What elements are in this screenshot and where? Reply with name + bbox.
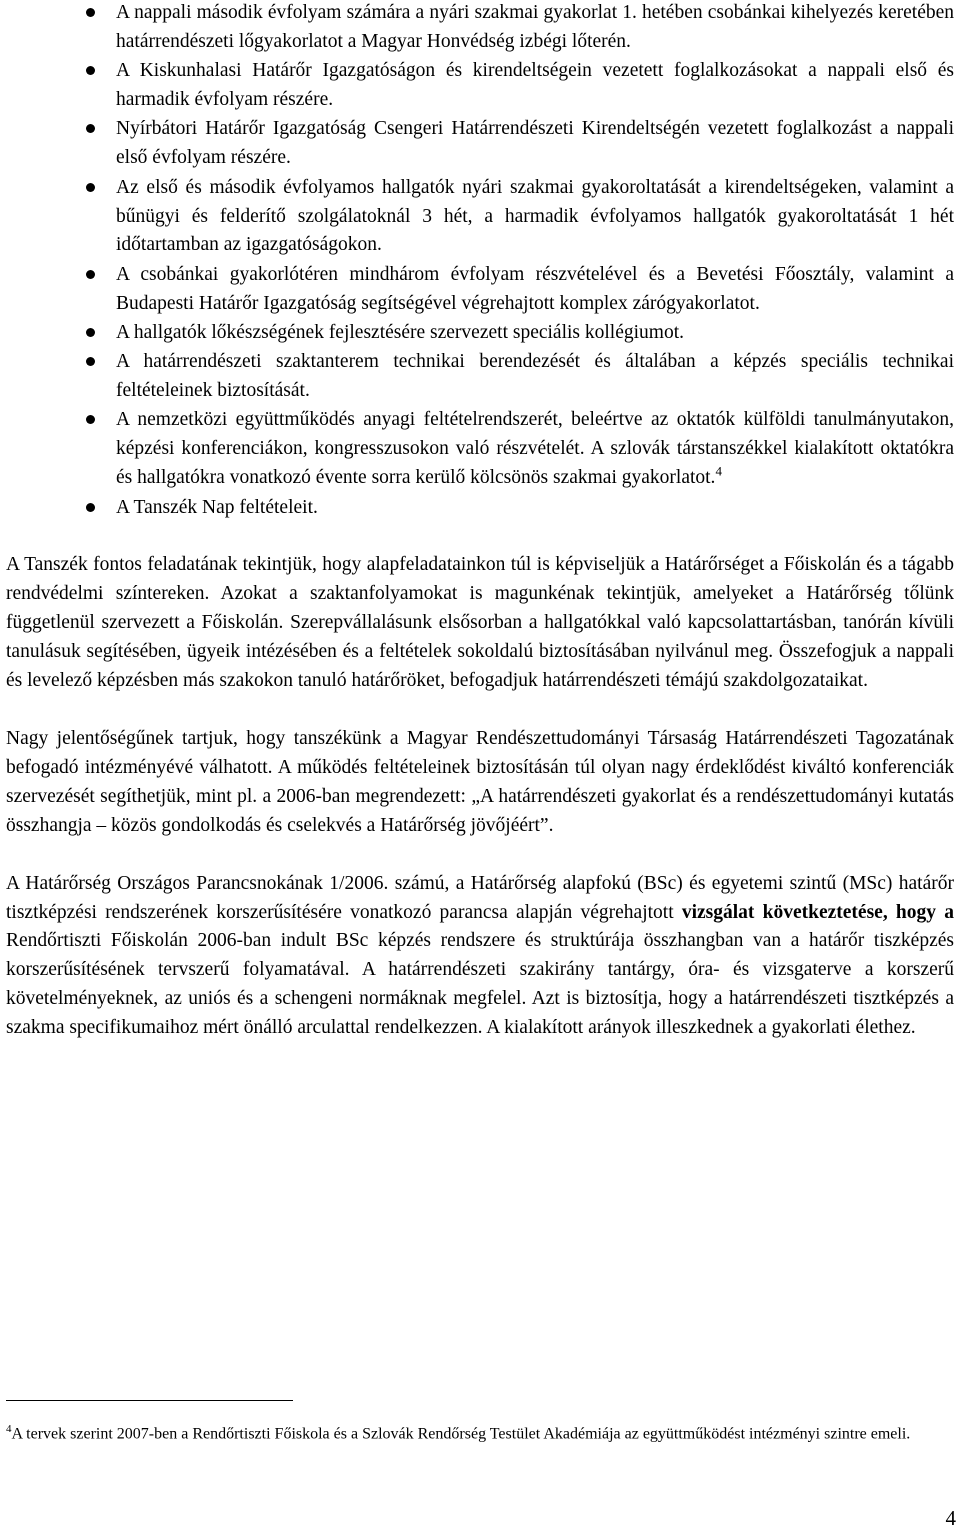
list-item: A hallgatók lőkészségének fejlesztésére szervezett speciális kollégiumot. <box>6 319 954 348</box>
list-item: A Kiskunhalasi Határőr Igazgatóságon és kirendeltségein vezetett foglalkozásokat a nappali első és harmadik évfolyam részére. <box>6 57 954 115</box>
list-item: A Tanszék Nap feltételeit. <box>6 494 954 523</box>
list-item: A határrendészeti szaktanterem technikai berendezését és általában a képzés speciális technikai feltételeinek biztosítását. <box>6 348 954 406</box>
bullet-icon <box>86 503 95 512</box>
bullet-icon <box>86 124 95 133</box>
paragraph-society: Nagy jelentőségűnek tartjuk, hogy tanszékünk a Magyar Rendészettudományi Társaság Határrendészeti Tagozatának befogadó intézményévé válhatott. A működés feltételeinek biztosításán túl olyan nagy érdeklődést kiváltó konferenciák szervezését segíthetjük, mint pl. a 2006-ban megrendezett: „A határrendészeti gyakorlat és a rendészettudományi kutatás összhangja – közös gondolkodás és cselekvés a Határőrség jövőjéért”. <box>6 727 954 836</box>
bullet-icon <box>86 328 95 337</box>
footnote-text: A tervek szerint 2007-ben a Rendőrtiszti Főiskola és a Szlovák Rendőrség Testület Akadémiája az együttműködést intézményi szintre emeli. <box>11 1425 911 1443</box>
list-item: A nappali második évfolyam számára a nyári szakmai gyakorlat 1. hetében csobánkai kihelyezés keretében határrendészeti lőgyakorlatot a Magyar Honvédség izbégi lőterén. <box>6 0 954 57</box>
list-item: A csobánkai gyakorlótéren mindhárom évfolyam részvételével és a Bevetési Főosztály, valamint a Budapesti Határőr Igazgatóság segítségével végrehajtott komplex zárógyakorlatot. <box>6 261 954 319</box>
bullet-list <box>6 0 954 522</box>
bullet-icon <box>86 357 95 366</box>
page-number: 4 <box>945 1506 956 1530</box>
bullet-icon <box>86 415 95 424</box>
footnote-reference[interactable]: 4 <box>715 463 722 479</box>
paragraph-order: A Határőrség Országos Parancsnokának 1/2006. számú, a Határőrség alapfokú (BSc) és egyetemi szintű (MSc) határőr tisztképzési rendszerének korszerűsítésére vonatkozó parancsa alapján végrehajtott vizsgálat következtetése, hogy a Rendőrtiszti Főiskolán 2006-ban indult BSc képzés rendszere és struktúrája összhangban van a határőr tiszképzés korszerűsítésének tervszerű folyamatával. A határrendészeti szakirány tantárgy, óra- és vizsgaterve a korszerű követelményeknek, az uniós és a schengeni normáknak megfelel. Azt is biztosítja, hogy a határrendészeti tisztképzés a szakma specifikumaihoz mért önálló arculattal rendelkezzen. A kialakított arányok illeszkednek a gyakorlati élethez. <box>6 872 954 1039</box>
bullet-icon <box>86 183 95 192</box>
list-item: Nyírbátori Határőr Igazgatóság Csengeri Határrendészeti Kirendeltségén vezetett foglalkozást a nappali első évfolyam részére. <box>6 115 954 173</box>
bullet-icon <box>86 8 95 17</box>
footnote <box>6 1418 946 1445</box>
bullet-icon <box>86 270 95 279</box>
footnote-divider <box>6 1400 293 1401</box>
bold-phrase: vizsgálat következtetése, hogy a <box>681 901 954 923</box>
document-page <box>6 0 954 1043</box>
list-item: A nemzetközi együttműködés anyagi feltételrendszerét, beleértve az oktatók külföldi tanulmányutakon, képzési konferenciákon, kongresszusokon való részvételét. A szlovák társtanszékkel kialakított oktatókra és hallgatókra vonatkozó évente sorra kerülő kölcsönös szakmai gyakorlatot.$^4$ <box>6 406 954 493</box>
list-item: Az első és második évfolyamos hallgatók nyári szakmai gyakoroltatását a kirendeltségeken, valamint a bűnügyi és felderítő szolgálatoknál 3 hét, a harmadik évfolyamos hallgatók gyakoroltatását 1 hét időtartamban az igazgatóságokon. <box>6 174 954 261</box>
bullet-icon <box>86 66 95 75</box>
footnote-number: 4 <box>6 1423 12 1435</box>
paragraph-representation: A Tanszék fontos feladatának tekintjük, hogy alapfeladatainkon túl is képviseljük a Határőrséget a Főiskolán és a tágabb rendvédelmi színtereken. Azokat a szaktanfolyamokat is magunkénak tekintjük, amelyeket a Határőrség tőlünk függetlenül szervezett a Főiskolán. Szerepvállalásunk elsősorban a hallgatókkal való kapcsolattartásban, tanórán kívüli tanulásuk segítésében, ügyeik intézésében és a feltételek sokoldalú biztosításában nyilvánul meg. Összefogjuk a nappali és levelező képzésben más szakokon tanuló határőröket, befogadjuk határrendészeti témájú szakdolgozataikat. <box>6 554 954 692</box>
